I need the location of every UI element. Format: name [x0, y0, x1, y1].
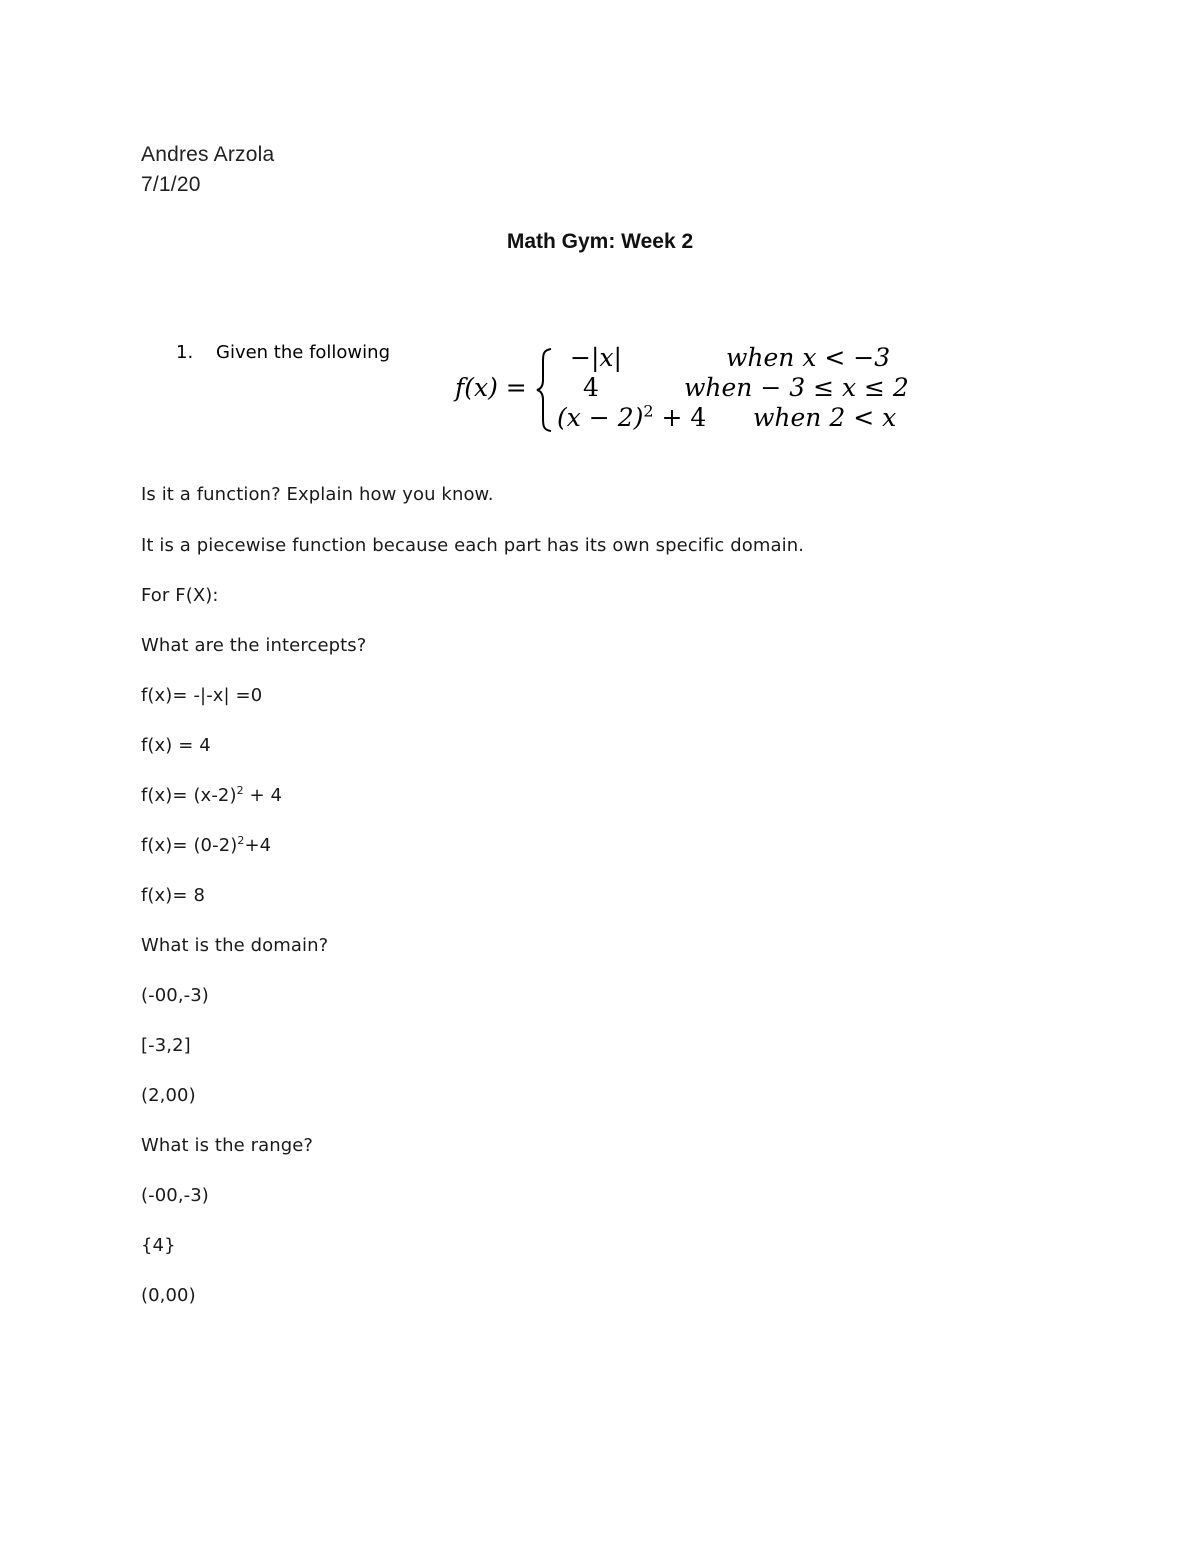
- case-2-condition: when − 3 ≤ x ≤ 2: [684, 373, 909, 402]
- domain-line-1: (-00,-3): [141, 985, 209, 1006]
- question-number: 1.: [176, 342, 194, 363]
- range-line-1: (-00,-3): [141, 1185, 209, 1206]
- case-2-expression: 4: [583, 373, 599, 402]
- is-function-answer: It is a piecewise function because each part has its own specific domain.: [141, 535, 805, 556]
- domain-line-3: (2,00): [141, 1085, 196, 1106]
- case-3-expression: $(x - 2)^2 + 4$: [557, 401, 707, 432]
- range-line-3: (0,00): [141, 1285, 196, 1306]
- intercept-line-3: $f(x)= (x-2)^2 + 4$: [141, 784, 283, 806]
- intercepts-question: What are the intercepts?: [141, 635, 367, 656]
- domain-question: What is the domain?: [141, 935, 329, 956]
- is-function-question: Is it a function? Explain how you know.: [141, 484, 494, 505]
- intercept-line-5: f(x)= 8: [141, 885, 205, 906]
- intercept-line-4: $f(x)= (0-2)^2+4$: [141, 834, 272, 856]
- for-fx-label: For F(X):: [141, 585, 219, 606]
- domain-line-2: [-3,2]: [141, 1035, 191, 1056]
- case-1-condition: when x < −3: [726, 343, 891, 372]
- left-brace-icon: [534, 346, 556, 434]
- intercept-line-2: f(x) = 4: [141, 735, 211, 756]
- case-1-expression: −|x|: [570, 343, 622, 372]
- intercept-line-1: f(x)= -|-x| =0: [141, 685, 263, 706]
- page-title: Math Gym: Week 2: [506, 230, 694, 253]
- document-date: 7/1/20: [141, 173, 201, 196]
- case-3-condition: when 2 < x: [753, 403, 897, 432]
- range-question: What is the range?: [141, 1135, 314, 1156]
- formula-lhs: f(x) =: [455, 373, 527, 402]
- question-prompt: Given the following: [216, 342, 390, 363]
- author-name: Andres Arzola: [141, 143, 275, 166]
- range-line-2: {4}: [141, 1235, 176, 1256]
